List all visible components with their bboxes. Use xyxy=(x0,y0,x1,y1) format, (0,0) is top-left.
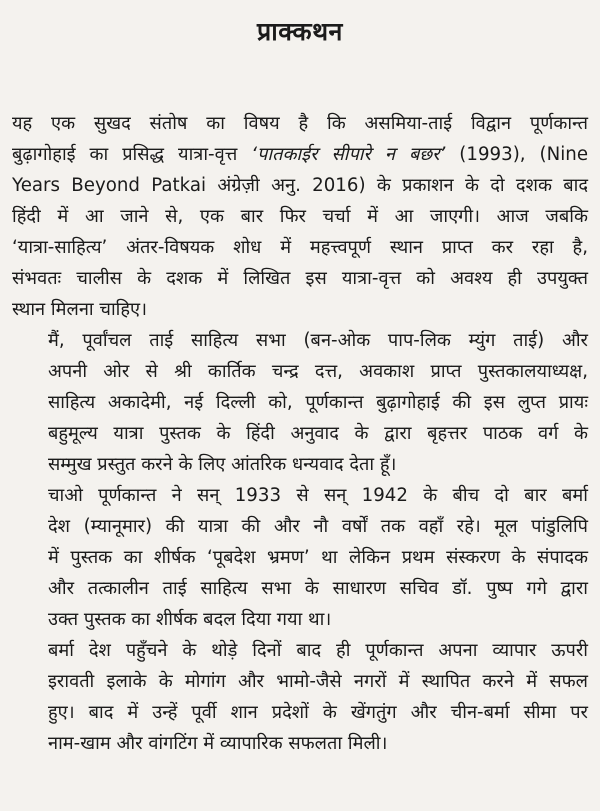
text-line: अपनी ओर से श्री कार्तिक चन्द्र दत्त, अवकाश प्राप्त पुस्तकालयाध्यक्ष, xyxy=(48,361,588,382)
text-line: और तत्कालीन ताई साहित्य सभा के साधारण सचिव डॉ. पुष्प गगे द्वारा xyxy=(48,578,588,599)
paragraph-4 xyxy=(12,635,588,759)
text-line: संभवतः चालीस के दशक में लिखित इस यात्रा-वृत्त को अवश्य ही उपयुक्त xyxy=(12,268,588,289)
text-line: उक्त पुस्तक का शीर्षक बदल दिया गया था। xyxy=(48,609,332,630)
text-line: नाम-खाम और वांगटिंग में व्यापारिक सफलता मिली। xyxy=(48,733,388,754)
text-line: Years Beyond Patkai अंग्रेज़ी अनु. 2016) के प्रकाशन के दो दशक बाद xyxy=(12,175,588,196)
text-line-start: बुढ़ागोहाई का प्रसिद्ध यात्रा-वृत्त xyxy=(12,144,252,165)
text-line: देश (म्यानूमार) की यात्रा की और नौ वर्षों तक वहाँ रहे। मूल पांडुलिपि xyxy=(48,516,588,537)
text-line: चाओ पूर्णकान्त ने सन् 1933 से सन् 1942 के बीच दो बार बर्मा xyxy=(48,485,588,506)
text-line-end: (1993), (Nine xyxy=(445,144,589,165)
page-title: प्राक्कथन xyxy=(257,17,343,46)
paragraph-2 xyxy=(12,325,588,480)
text-line: सम्मुख प्रस्तुत करने के लिए आंतरिक धन्यवाद देता हूँ। xyxy=(48,454,397,475)
text-line: मैं, पूर्वांचल ताई साहित्य सभा (बन-ओक पाप-लिक म्युंग ताई) और xyxy=(48,330,588,351)
text-line: बहुमूल्य यात्रा पुस्तक के हिंदी अनुवाद के द्वारा बृहत्तर पाठक वर्ग के xyxy=(48,423,588,444)
text-line: हुए। बाद में उन्हें पूर्वी शान प्रदेशों के खेंगतुंग और चीन-बर्मा सीमा पर xyxy=(48,702,588,723)
paragraph-1 xyxy=(12,108,588,325)
book-title-italic: ‘पातकाईर सीपारे न बछर’ xyxy=(251,144,446,165)
text-line: में पुस्तक का शीर्षक ‘पूबदेश भ्रमण’ था लेकिन प्रथम संस्करण के संपादक xyxy=(48,547,588,568)
text-line: साहित्य अकादेमी, नई दिल्ली को, पूर्णकान्त बुढ़ागोहाई की इस लुप्त प्रायः xyxy=(48,392,588,413)
paragraph-3 xyxy=(12,480,588,635)
text-line: स्थान मिलना चाहिए। xyxy=(12,299,148,320)
text-line: हिंदी में आ जाने से, एक बार फिर चर्चा में आ जाएगी। आज जबकि xyxy=(12,206,588,227)
text-line xyxy=(12,139,588,170)
text-line: यह एक सुखद संतोष का विषय है कि असमिया-ताई विद्वान पूर्णकान्त xyxy=(12,113,588,134)
text-line: ‘यात्रा-साहित्य’ अंतर-विषयक शोध में महत्त्वपूर्ण स्थान प्राप्त कर रहा है, xyxy=(12,237,588,258)
text-line: बर्मा देश पहुँचने के थोड़े दिनों बाद ही पूर्णकान्त अपना व्यापार ऊपरी xyxy=(48,640,588,661)
text-line: इरावती इलाके के मोगांग और भामो-जैसे नगरों में स्थापित करने में सफल xyxy=(48,671,588,692)
